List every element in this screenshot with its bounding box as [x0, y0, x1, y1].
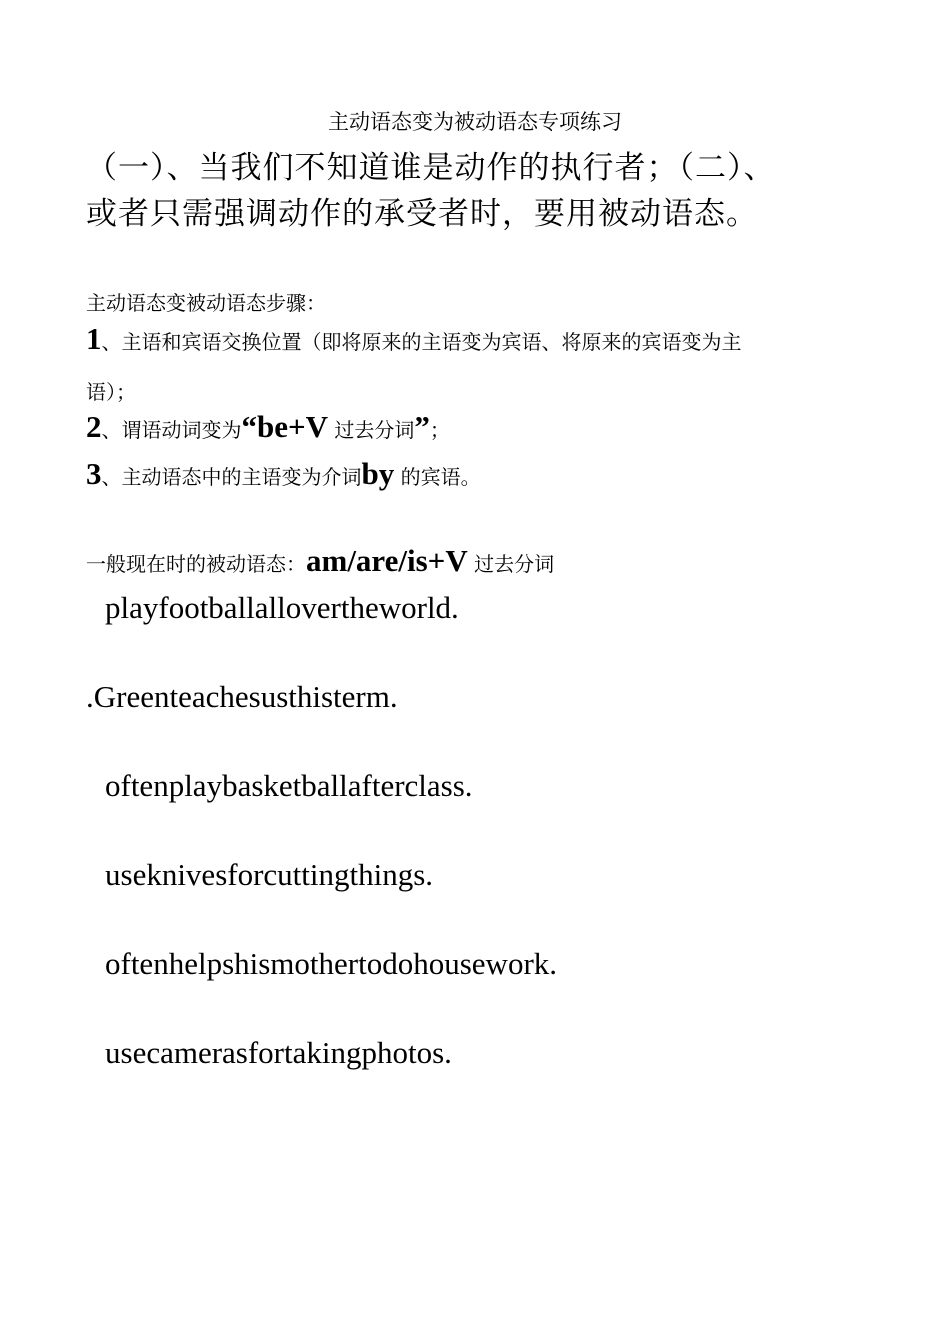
- steps-heading: 主动语态变被动语态步骤：: [86, 291, 326, 315]
- present-tense-suffix: 过去分词: [467, 552, 555, 576]
- exercise-1: playfootballallovertheworld.: [105, 590, 459, 625]
- step-2-text: 、谓语动词变为: [101, 418, 242, 442]
- step-1-continued: 语）；: [86, 380, 136, 404]
- present-tense-formula: am/are/is+V: [306, 543, 468, 578]
- step-1: [86, 321, 742, 357]
- step-3-number: 3: [86, 456, 102, 491]
- exercise-6: usecamerasfortakingphotos.: [105, 1035, 452, 1070]
- step-2-formula: “be+V: [241, 409, 329, 444]
- intro-line-1: （一）、当我们不知道谁是动作的执行者；（二）、: [86, 150, 776, 186]
- present-tense-heading: [86, 543, 554, 579]
- step-2-close-quote: ”: [414, 409, 430, 444]
- exercise-3: oftenplaybasketballafterclass.: [105, 768, 473, 803]
- exercise-2: .Greenteachesusthisterm.: [86, 679, 398, 714]
- exercise-5: oftenhelpshismothertodohousework.: [105, 946, 558, 981]
- step-2-text-b: 过去分词: [328, 418, 415, 442]
- step-1-text: 、主语和宾语交换位置（即将原来的主语变为宾语、将原来的宾语变为主: [101, 330, 742, 354]
- step-1-number: 1: [86, 321, 102, 356]
- step-3-text: 、主动语态中的主语变为介词: [101, 465, 362, 489]
- step-3-by: by: [361, 456, 395, 491]
- exercise-4: useknivesforcuttingthings.: [105, 857, 434, 892]
- step-2-tail: ；: [429, 418, 450, 442]
- present-tense-label: 一般现在时的被动语态：: [86, 552, 306, 576]
- step-3-text-b: 的宾语。: [394, 465, 481, 489]
- step-2-number: 2: [86, 409, 102, 444]
- step-3: [86, 456, 481, 492]
- page-title: 主动语态变为被动语态专项练习: [328, 110, 622, 134]
- step-2: [86, 409, 450, 445]
- intro-line-2: 或者只需强调动作的承受者时，要用被动语态。: [86, 196, 758, 232]
